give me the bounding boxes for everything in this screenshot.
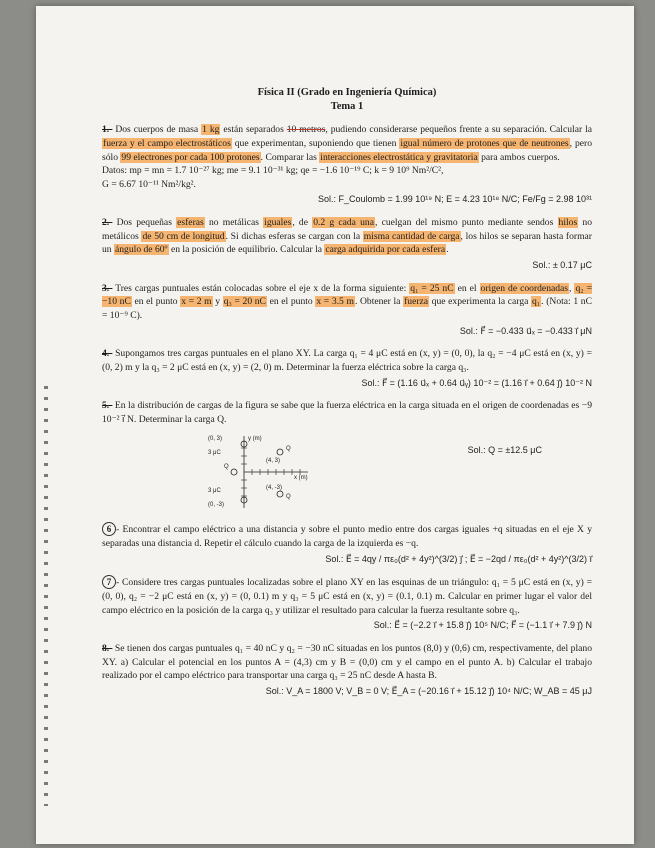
- statement-text: . (Nota: 1 nC = 10⁻⁹ C).: [102, 296, 592, 321]
- statement-text: . Obtener la: [354, 296, 404, 308]
- solution: Sol.: Q = ±12.5 μC: [467, 445, 542, 456]
- solution: Sol.: F⃗ = −0.433 u⃗ₓ = −0.433 ı⃗ μN: [459, 325, 592, 336]
- highlighted-text: q₃ = 20 nC: [223, 296, 266, 308]
- highlighted-text: 1 kg: [202, 124, 220, 136]
- statement-text: Dos cuerpos de masa: [112, 124, 202, 136]
- paper-sheet: [36, 6, 634, 844]
- document-body: [102, 86, 592, 698]
- problem-statement: [102, 216, 592, 257]
- label-y-axis: y (m): [248, 436, 262, 443]
- highlighted-text: fuerza: [404, 296, 429, 308]
- solution: Sol.: E⃗ = (−2.2 ı⃗ + 15.8 ȷ⃗) 10⁵ N/C; F⃗ = (−1.1 ı⃗ + 7.9 ȷ⃗) N: [373, 620, 592, 631]
- label-4-3: (4, 3): [266, 458, 281, 465]
- label-q-origin: Q: [224, 464, 229, 471]
- problem-7: [102, 575, 592, 632]
- statement-text: que experimentan, suponiendo que tienen: [231, 137, 400, 149]
- statement-text: en el: [454, 282, 480, 294]
- label-3uc-bottom: 3 μC: [208, 488, 221, 495]
- statement-text: ,: [569, 282, 575, 294]
- label-q-bottom: Q: [286, 494, 291, 501]
- statement-text: en el punto: [266, 296, 316, 308]
- data-line: G = 6.67 10⁻¹¹ Nm²/kg².: [102, 178, 196, 190]
- statement-text: En la distribución de cargas de la figura se sabe que la fuerza eléctrica en la carga situada en el origen de coordenadas es −9 10⁻² ı⃗ N. Determinar la carga Q.: [102, 400, 592, 425]
- charge-4-3: [277, 449, 283, 455]
- data-line: Datos: mp = mn = 1.7 10⁻²⁷ kg; me = 9.1 10⁻³¹ kg; qe = −1.6 10⁻¹⁹ C; k = 9 10⁹ Nm²/C²,: [102, 165, 444, 177]
- statement-text: , de: [292, 217, 313, 229]
- label-0-3: (0, 3): [208, 436, 223, 443]
- problem-statement: [102, 522, 592, 550]
- statement-text: Se tienen dos cargas puntuales q₁ = 40 nC y q₂ = −30 nC situadas en los puntos (8,0) y (0,6) cm, respectivamente, del plano XY. a) Calcular el potencial en los puntos A = (4,3) cm y B = (0,0) cm y el campo en el punto A. b) Calcular el trabajo realizado por el campo eléctrico para transportar una carga q₃ = 25 nC desde A hasta B.: [102, 643, 592, 682]
- statement-text: . Comparar las: [260, 151, 320, 163]
- highlighted-text: iguales: [264, 217, 292, 229]
- highlighted-text: fuerza y el campo electrostáticos: [103, 137, 231, 149]
- statement-text: 10 metros: [286, 124, 326, 136]
- label-q-top: Q: [286, 446, 291, 453]
- problem-8: [102, 642, 592, 698]
- statement-text: , cuelgan del mismo punto mediante sendos: [374, 217, 558, 229]
- highlighted-text: x = 3.5 m: [316, 296, 354, 308]
- highlighted-text: x = 2 m: [181, 296, 212, 308]
- problem-3: [102, 282, 592, 338]
- highlighted-text: hilos: [558, 217, 578, 229]
- problem-statement: [102, 575, 592, 617]
- problem-number: 7: [102, 575, 116, 589]
- problem-2: [102, 216, 592, 272]
- binding-holes: [44, 386, 48, 806]
- problem-number: 8.-: [102, 643, 113, 655]
- solution: Sol.: F_Coulomb = 1.99 10¹⁹ N; E = 4.23 10¹⁸ N/C; Fe/Fg = 2.98 10³¹: [317, 194, 592, 205]
- problem-number: 1.-: [102, 124, 113, 136]
- highlighted-text: origen de coordenadas: [480, 282, 569, 294]
- highlighted-text: igual número de protones que de neutrones: [400, 137, 569, 149]
- problem-5: [102, 399, 592, 512]
- highlighted-text: 99 electrones por cada 100 protones: [121, 151, 260, 163]
- charge-distribution-figure: [102, 432, 592, 512]
- problem-number: 6: [102, 522, 116, 536]
- solution: Sol.: ± 0.17 μC: [532, 259, 592, 270]
- problem-number: 2.-: [102, 217, 113, 229]
- problem-1: [102, 123, 592, 206]
- label-0-minus3: (0, -3): [208, 502, 225, 509]
- statement-text: Encontrar el campo eléctrico a una distancia y sobre el punto medio entre dos cargas iguales +q situadas en el eje X y separadas una distancia d. Repetir el cálculo cuando la carga de la izquierda es −q.: [102, 524, 592, 550]
- highlighted-text: carga adquirida por cada esfera: [325, 244, 446, 256]
- highlighted-text: q₂ = −10 nC: [102, 282, 592, 308]
- label-3uc-top: 3 μC: [208, 450, 221, 457]
- statement-text: Supongamos tres cargas puntuales en el plano XY. La carga q₁ = 4 μC está en (x, y) = (0, 0), la q₂ = −4 μC está en (x, y) = (0, 2) m y la q₃ = 2 μC está en (x, y) = (2, 0) m. Determinar la fuerza eléctrica sobre la carga q₃.: [102, 348, 592, 373]
- statement-text: en la posición de equilibrio. Calcular la: [168, 244, 325, 256]
- highlighted-text: interacciones electrostática y gravitatoria: [320, 151, 478, 163]
- problem-statement: [102, 399, 592, 426]
- highlighted-text: de 50 cm de longitud: [142, 230, 225, 242]
- highlighted-text: 0.2 g cada una: [313, 217, 374, 229]
- highlighted-text: q₁: [532, 296, 541, 308]
- charge-origin: [231, 469, 237, 475]
- solution: Sol.: E⃗ = 4qy / πε₀(d² + 4y²)^(3/2) ȷ⃗ ; E⃗ = −2qd / πε₀(d² + 4y²)^(3/2) ı⃗: [325, 553, 592, 564]
- statement-text: Tres cargas puntuales están colocadas sobre el eje x de la forma siguiente:: [112, 282, 410, 294]
- highlighted-text: q₁ = 25 nC: [410, 282, 454, 294]
- problem-number: 3.-: [102, 282, 113, 294]
- label-x-axis: x (m): [294, 475, 308, 482]
- solution: Sol.: F⃗ = (1.16 u⃗ₓ + 0.64 u⃗ᵧ) 10⁻² = (1.16 ı⃗ + 0.64 ȷ⃗) 10⁻² N: [361, 377, 592, 388]
- number-dash: -: [116, 524, 120, 536]
- label-4-minus3: (4, -3): [266, 485, 283, 492]
- statement-text: en el punto: [131, 296, 181, 308]
- problem-6: [102, 522, 592, 565]
- statement-text: no metálicos: [102, 217, 592, 242]
- solution: Sol.: V_A = 1800 V; V_B = 0 V; E⃗_A = (−20.16 ı⃗ + 15.12 ȷ⃗) 10⁴ N/C; W_AB = 45 μJ: [265, 685, 592, 696]
- page-title: Física II (Grado en Ingeniería Química): [257, 87, 437, 98]
- problem-statement: [102, 347, 592, 374]
- statement-text: Dos pequeñas: [112, 217, 177, 229]
- problem-statement: [102, 642, 592, 683]
- number-dash: -: [116, 577, 120, 589]
- statement-text: están separados: [220, 124, 287, 136]
- problem-statement: [102, 123, 592, 164]
- statement-text: .: [446, 244, 449, 256]
- statement-text: que experimenta la carga: [429, 296, 532, 308]
- problem-statement: [102, 282, 592, 323]
- page-subtitle: Tema 1: [330, 100, 364, 112]
- highlighted-text: misma cantidad de carga: [363, 230, 460, 242]
- statement-text: , pero sólo: [102, 137, 592, 163]
- problem-number: 5.-: [102, 400, 113, 412]
- figure-svg: [204, 432, 344, 512]
- statement-text: no metálicas: [204, 217, 264, 229]
- statement-text: , pudiendo considerarse pequeños frente a su separación. Calcular la: [325, 124, 592, 136]
- problem-list: [102, 123, 592, 697]
- problem-number: 4.-: [102, 348, 113, 360]
- statement-text: Considere tres cargas puntuales localizadas sobre el plano XY en las esquinas de un triángulo: q₁ = 5 μC está en (x, y) = (0, 0), q₂ = −2 μC está en (x, y) = (0, 0.1) m y q₃ = 5 μC está en (x, y) = (0.1, 0.1) m. Calcular en primer lugar el valor del campo eléctrico en la posición de la carga q₃ y utilizar el resultado para calcular la fuerza resultante sobre q₃.: [102, 577, 592, 616]
- charge-4-minus3: [277, 491, 283, 497]
- header: [102, 86, 592, 113]
- statement-text: para ambos cuerpos.: [478, 151, 560, 163]
- highlighted-text: esferas: [177, 217, 204, 229]
- statement-text: . Si dichas esferas se cargan con la: [225, 230, 363, 242]
- problem-4: [102, 347, 592, 389]
- highlighted-text: ángulo de 60º: [115, 244, 168, 256]
- statement-text: , los hilos se separan hasta formar un: [102, 230, 593, 256]
- statement-text: y: [212, 296, 223, 308]
